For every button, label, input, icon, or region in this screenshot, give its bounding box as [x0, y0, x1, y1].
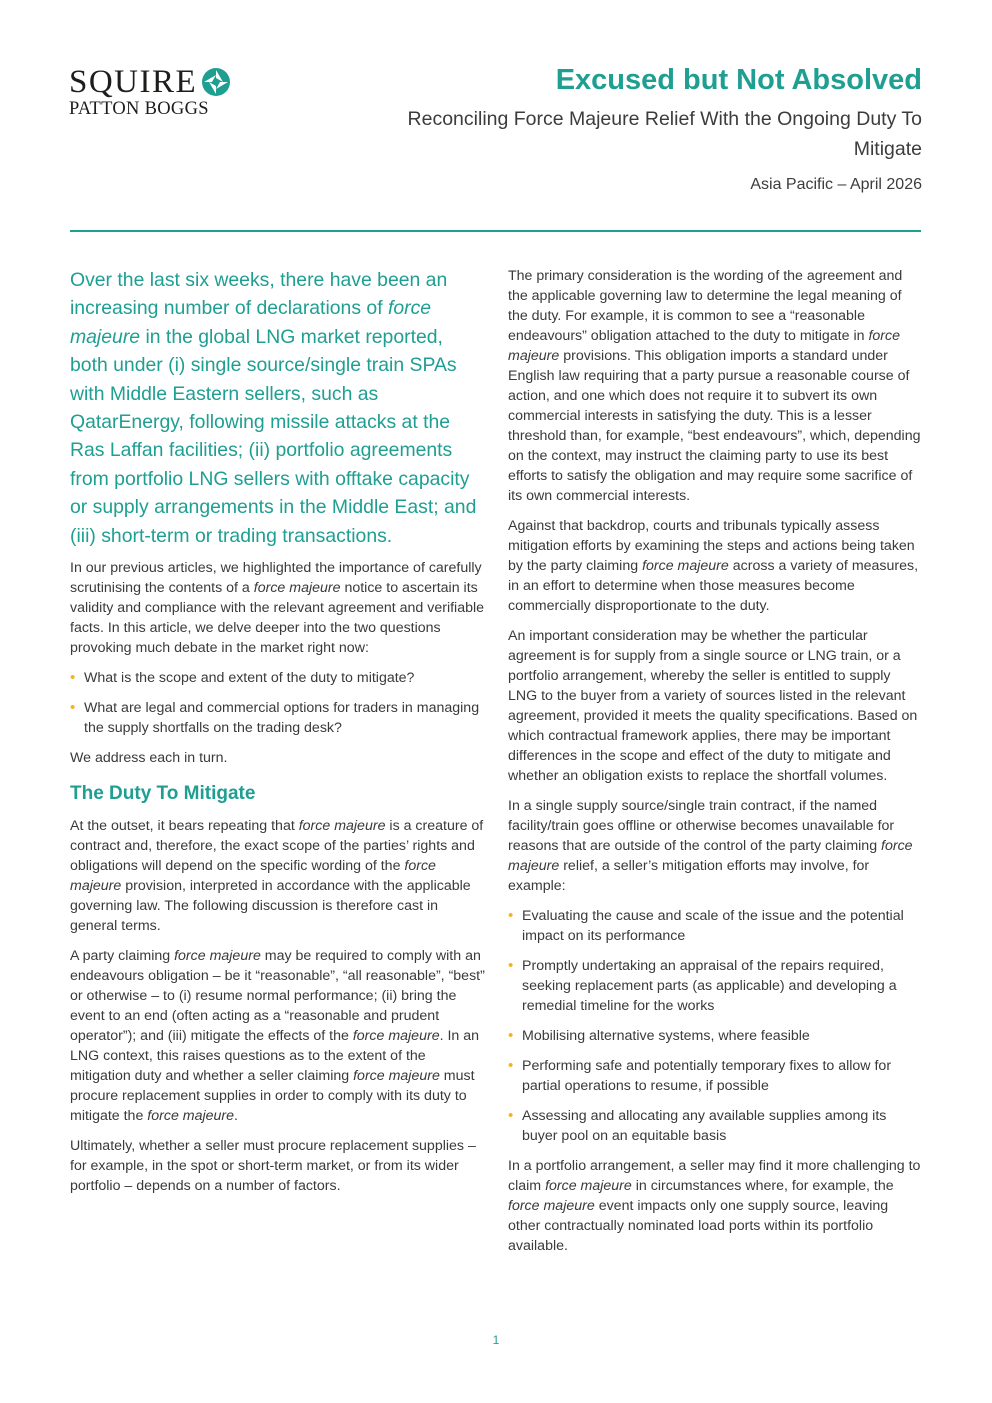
right-column	[508, 266, 922, 1266]
body-paragraph: An important consideration may be whether the particular agreement is for supply from a single source or LNG train, or a portfolio arrangement, whereby the seller is entitled to supply LNG to the buyer from a variety of sources listed in the relevant agreement, provided it meets the quality specifications. Based on which contractual framework applies, there may be important differences in the scope and effect of the duty to mitigate and whether an obligation exists to replace the shortfall volumes.	[508, 628, 918, 784]
body-paragraph: The primary consideration is the wording of the agreement and the applicable governing law to determine the legal meaning of the duty. For example, it is common to see a “reasonable endeavours” obligation attached to the duty to mitigate in force majeure provisions. This obligation imports a standard under English law requiring that a party pursue a reasonable course of action, and one which does not require it to subvert its own commercial interests in satisfying the duty. This is a lesser threshold than, for example, “best endeavours”, which, depending on the context, may instruct the claiming party to use its best efforts to satisfy the obligation and may require some sacrifice of its own commercial interests.	[508, 268, 921, 504]
list-item: • Performing safe and potentially temporary fixes to allow for partial operations to resume, if possible	[508, 1056, 922, 1096]
body-paragraph: In a single supply source/single train contract, if the named facility/train goes offline or otherwise becomes unavailable for reasons that are outside of the control of the party claiming force majeure relief, a seller’s mitigation efforts may involve, for example:	[508, 798, 913, 894]
list-item: • Assessing and allocating any available supplies among its buyer pool on an equitable basis	[508, 1106, 922, 1146]
body-paragraph: A party claiming force majeure may be required to comply with an endeavours obligation – be it “reasonable”, “all reasonable”, “best” or otherwise – to (i) resume normal performance; (ii) bring the event to an end (often acting as a “reasonable and prudent operator”); and (iii) mitigate the effects of the force majeure. In an LNG context, this raises questions as to the extent of the mitigation duty and whether a seller claiming force majeure must procure replacement supplies in order to comply with its duty to mitigate the force majeure.	[70, 948, 485, 1125]
body-paragraph: Against that backdrop, courts and tribunals typically assess mitigation efforts by examining the steps and actions being taken by the party claiming force majeure across a variety of measures, in an effort to determine when those measures become commercially disproportionate to the duty.	[508, 518, 919, 614]
page-number: 1	[492, 1333, 500, 1347]
body-paragraph: In a portfolio arrangement, a seller may find it more challenging to claim force majeure in circumstances where, for example, the force majeure event impacts only one supply source, leaving other contractually nominated load ports within its portfolio available.	[508, 1158, 921, 1254]
list-item: • Mobilising alternative systems, where feasible	[508, 1026, 922, 1046]
document-header	[402, 62, 922, 195]
region-date: Asia Pacific – April 2026	[750, 176, 922, 193]
body-paragraph: Ultimately, whether a seller must procure replacement supplies – for example, in the spot or short-term market, or from its wider portfolio – depends on a number of factors.	[70, 1138, 476, 1195]
list-item: • Promptly undertaking an appraisal of the repairs required, seeking replacement parts (as applicable) and developing a remedial timeline for the works	[508, 956, 922, 1016]
document-title: Excused but Not Absolved	[555, 64, 922, 96]
mitigation-list	[508, 906, 922, 1146]
list-item: • What is the scope and extent of the duty to mitigate?	[70, 668, 486, 688]
header-divider	[70, 230, 921, 232]
document-subtitle: Reconciling Force Majeure Relief With the Ongoing Duty To Mitigate	[407, 108, 922, 160]
company-logo	[69, 66, 244, 119]
lead-paragraph: Over the last six weeks, there have been an increasing number of declarations of force majeure in the global LNG market reported, both under (i) single source/single train SPAs with Middle Eastern sellers, such as QatarEnergy, following missile attacks at the Ras Laffan facilities; (ii) portfolio agreements from portfolio LNG sellers with offtake capacity or supply arrangements in the Middle East; and (iii) short-term or trading transactions.	[70, 269, 477, 547]
logo-wordmark-squire: SQUIRE	[69, 64, 198, 100]
body-paragraph: At the outset, it bears repeating that force majeure is a creature of contract and, therefore, the exact scope of the parties’ rights and obligations will depend on the specific wording of the force majeure provision, interpreted in accordance with the applicable governing law. The following discussion is therefore cast in general terms.	[70, 818, 484, 935]
left-column	[70, 266, 486, 1206]
logo-wordmark-patton-boggs: PATTON BOGGS	[69, 99, 209, 119]
list-item: • Evaluating the cause and scale of the issue and the potential impact on its performance	[508, 906, 922, 946]
logo-mark-icon	[201, 67, 231, 97]
list-item: • What are legal and commercial options for traders in managing the supply shortfalls on the trading desk?	[70, 698, 486, 738]
closing-sentence: We address each in turn.	[70, 750, 228, 767]
intro-paragraph: In our previous articles, we highlighted the importance of carefully scrutinising the contents of a force majeure notice to ascertain its validity and compliance with the relevant agreement and verifiable facts. In this article, we delve deeper into the two questions provoking much debate in the market right now:	[70, 560, 485, 657]
section-heading: The Duty To Mitigate	[70, 783, 256, 805]
questions-list	[70, 668, 486, 738]
